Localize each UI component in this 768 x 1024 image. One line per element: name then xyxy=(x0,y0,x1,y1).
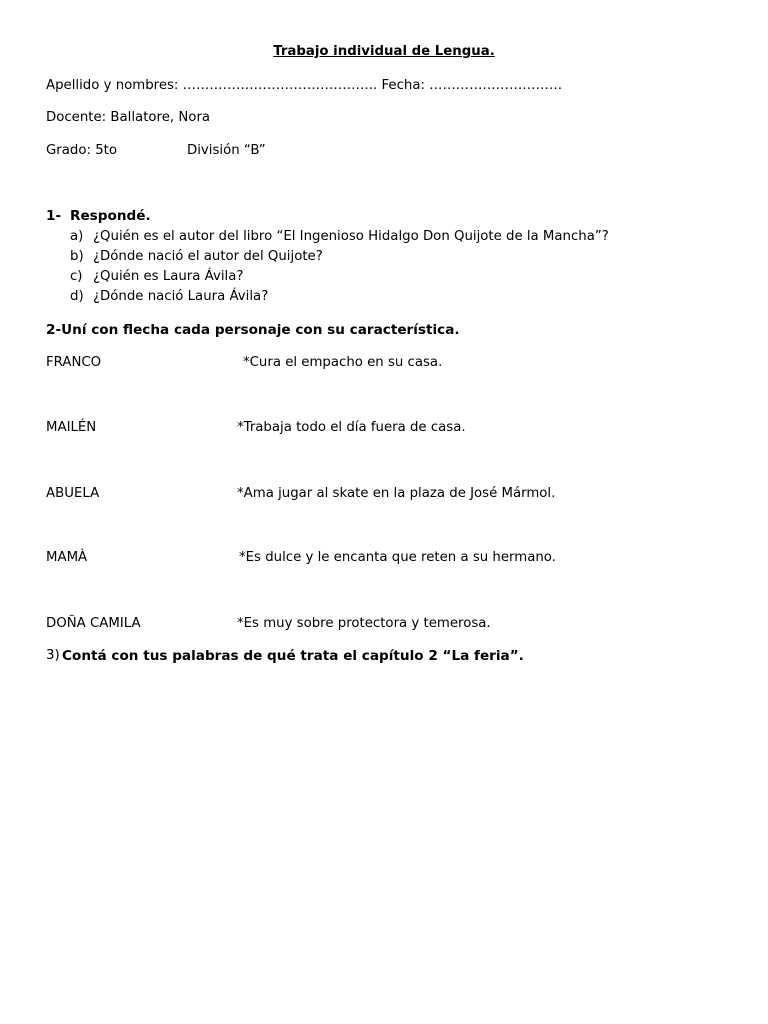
grade-label: Grado: 5to xyxy=(46,143,118,158)
character-trait: *Ama jugar al skate en la plaza de José Mármol. xyxy=(237,486,556,501)
question-b: ¿Dónde nació el autor del Quijote? xyxy=(93,249,323,264)
character-trait: *Es muy sobre protectora y temerosa. xyxy=(237,616,491,631)
section1-number: 1- xyxy=(46,208,62,224)
section1-heading: Respondé. xyxy=(70,208,151,224)
question-letter-a: a) xyxy=(70,229,84,244)
character-name: DOÑA CAMILA xyxy=(46,616,141,631)
character-name: MAMÀ xyxy=(46,550,88,565)
question-d: ¿Dónde nació Laura Ávila? xyxy=(93,289,269,304)
character-trait: *Trabaja todo el día fuera de casa. xyxy=(237,420,466,435)
character-trait: *Cura el empacho en su casa. xyxy=(243,355,443,370)
character-name: FRANCO xyxy=(46,355,102,370)
teacher-line: Docente: Ballatore, Nora xyxy=(46,110,211,125)
name-date-line: Apellido y nombres: …………………………………….. Fecha: ………………………… xyxy=(46,78,563,93)
division-label: División “B” xyxy=(187,143,266,158)
section3-number: 3) xyxy=(46,648,60,663)
character-trait: *Es dulce y le encanta que reten a su hermano. xyxy=(239,550,556,565)
question-letter-c: c) xyxy=(70,269,83,284)
question-c: ¿Quién es Laura Ávila? xyxy=(93,269,244,284)
section3-heading: Contá con tus palabras de qué trata el capítulo 2 “La feria”. xyxy=(62,648,524,664)
document-title: Trabajo individual de Lengua. xyxy=(273,44,495,59)
character-name: MAILÉN xyxy=(46,420,97,435)
question-letter-d: d) xyxy=(70,289,84,304)
question-letter-b: b) xyxy=(70,249,84,264)
question-a: ¿Quién es el autor del libro “El Ingenioso Hidalgo Don Quijote de la Mancha”? xyxy=(93,229,609,244)
character-name: ABUELA xyxy=(46,486,100,501)
section2-heading: 2-Uní con flecha cada personaje con su característica. xyxy=(46,322,460,338)
